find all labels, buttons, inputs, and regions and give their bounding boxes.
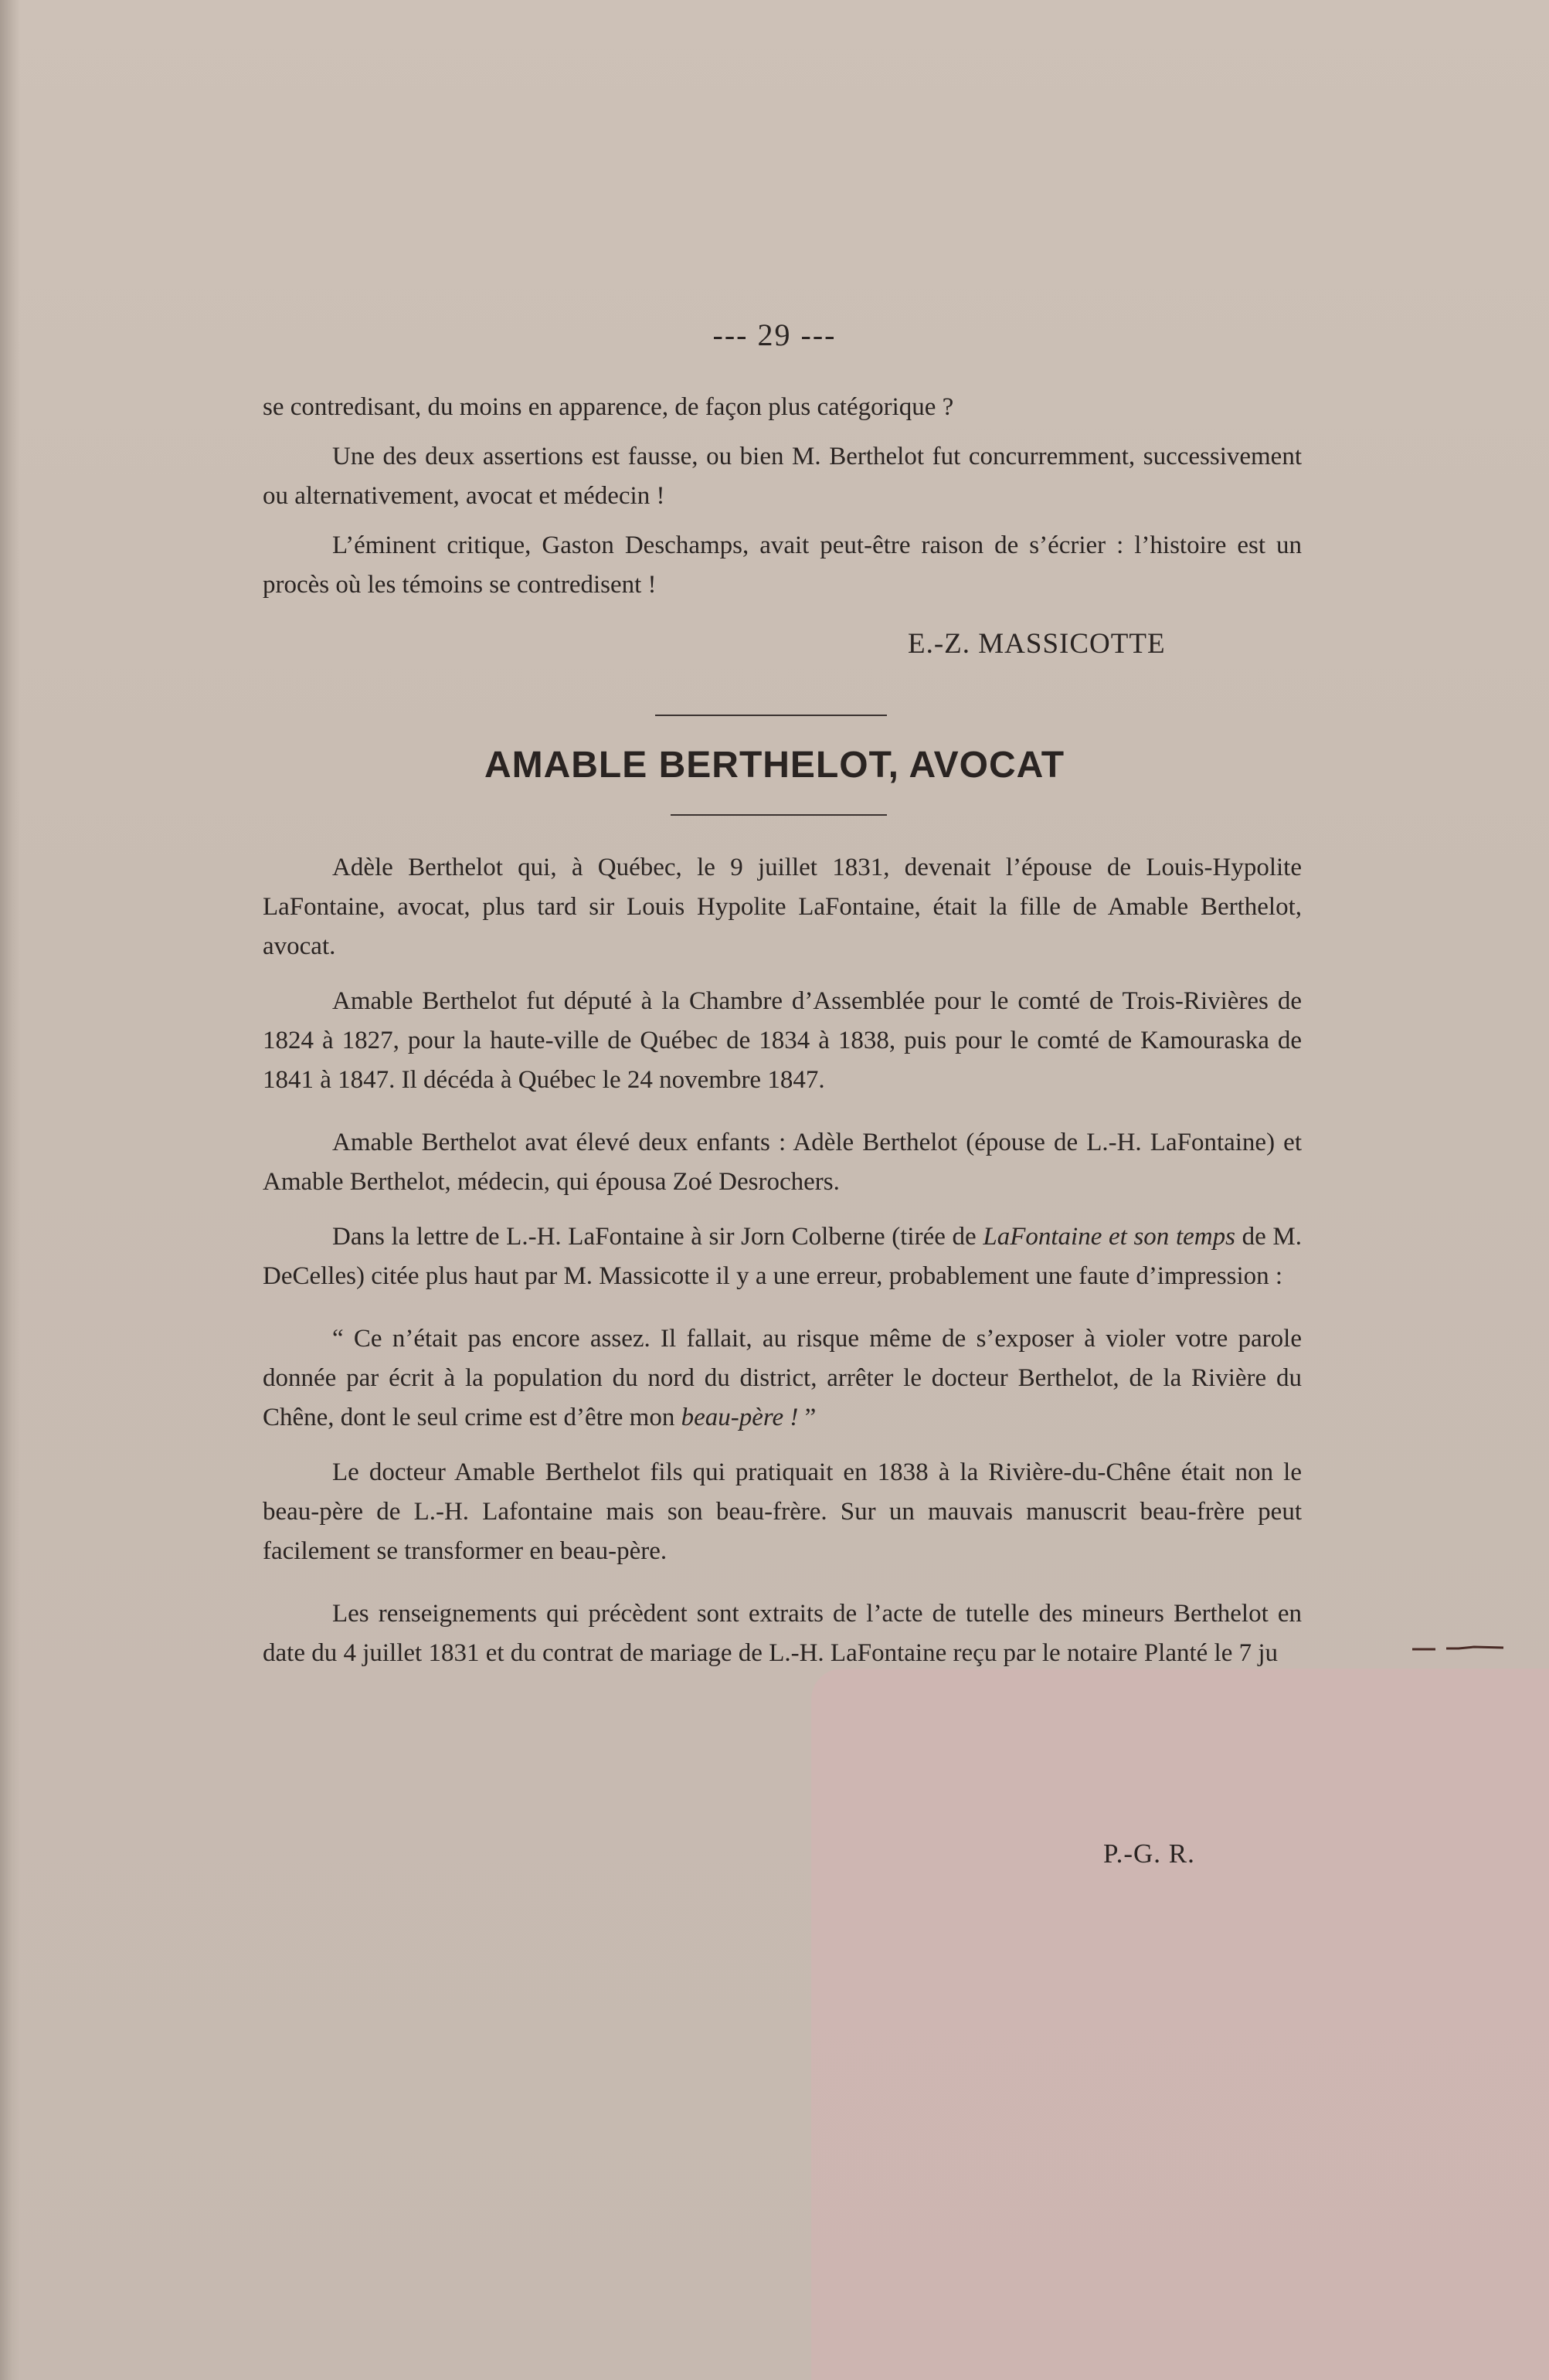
page-number: --- 29 --- (712, 317, 837, 352)
signature-massicotte: E.-Z. MASSICOTTE (908, 628, 1166, 660)
paragraph: L’éminent critique, Gaston Deschamps, avait peut-être raison de s’écrier : l’histoire est un procès où les témoins se contredisent ! (263, 531, 1302, 599)
margin-pencil-mark (1412, 1645, 1505, 1652)
book-title: LaFontaine et son temps (983, 1223, 1235, 1251)
paragraph (263, 1217, 1302, 1296)
text-run: Dans la lettre de L.-H. LaFontaine à sir Jorn Colberne (tirée de (332, 1223, 983, 1251)
signature-pgr: P.-G. R. (1103, 1838, 1195, 1869)
text-run: “ Ce n’était pas encore assez. Il fallait, au risque même de s’exposer à violer votre parole donnée par écrit à la population du nord du district, arrêter le docteur Berthelot, de la Rivière du Chêne, dont le seul crime est d’être mon (263, 1325, 1302, 1431)
text-run: de M. DeCelles) citée plus haut par M. Massicotte il y a une erreur, probablement une faute d’impression : (263, 1223, 1302, 1290)
binding-edge (0, 0, 20, 2380)
paragraph: Amable Berthelot fut député à la Chambre d’Assemblée pour le comté de Trois-Rivières de 1824 à 1827, pour la haute-ville de Québec de 1834 à 1838, puis pour le comté de Kamouraska de 1841 à 1847. Il décéda à Québec le 24 novembre 1847. (263, 987, 1302, 1094)
paragraph: Une des deux assertions est fausse, ou bien M. Berthelot fut concurremment, successivement ou alternativement, avocat et médecin ! (263, 443, 1302, 510)
article-title: AMABLE BERTHELOT, AVOCAT (484, 745, 1065, 786)
quotation (263, 1319, 1302, 1438)
paragraph: Le docteur Amable Berthelot fils qui pratiquait en 1838 à la Rivière-du-Chêne était non le beau-père de L.-H. Lafontaine mais son beau-frère. Sur un mauvais manuscrit beau-frère peut facilement se transformer en beau-père. (263, 1458, 1302, 1565)
previous-article-text (263, 388, 1302, 605)
paragraph: Amable Berthelot avat élevé deux enfants : Adèle Berthelot (épouse de L.-H. LaFontaine) et Amable Berthelot, médecin, qui épousa Zoé Desrochers. (263, 1129, 1302, 1196)
title-underline (671, 814, 887, 816)
paper-stain (811, 1669, 1549, 2380)
paragraph: Les renseignements qui précèdent sont extraits de l’acte de tutelle des mineurs Berthelot en date du 4 juillet 1831 et du contrat de mariage de L.-H. LaFontaine reçu par le notaire Planté le 7 ju (263, 1600, 1302, 1667)
paragraph: Adèle Berthelot qui, à Québec, le 9 juillet 1831, devenait l’épouse de Louis-Hypolite LaFontaine, avocat, plus tard sir Louis Hypolite LaFontaine, était la fille de Amable Berthelot, avocat. (263, 854, 1302, 960)
section-divider (655, 715, 887, 716)
emphasis: beau-père ! (681, 1404, 799, 1431)
paragraph: se contredisant, du moins en apparence, de façon plus catégorique ? (263, 393, 954, 421)
article-body (263, 848, 1302, 1673)
text-run: ” (798, 1404, 817, 1431)
